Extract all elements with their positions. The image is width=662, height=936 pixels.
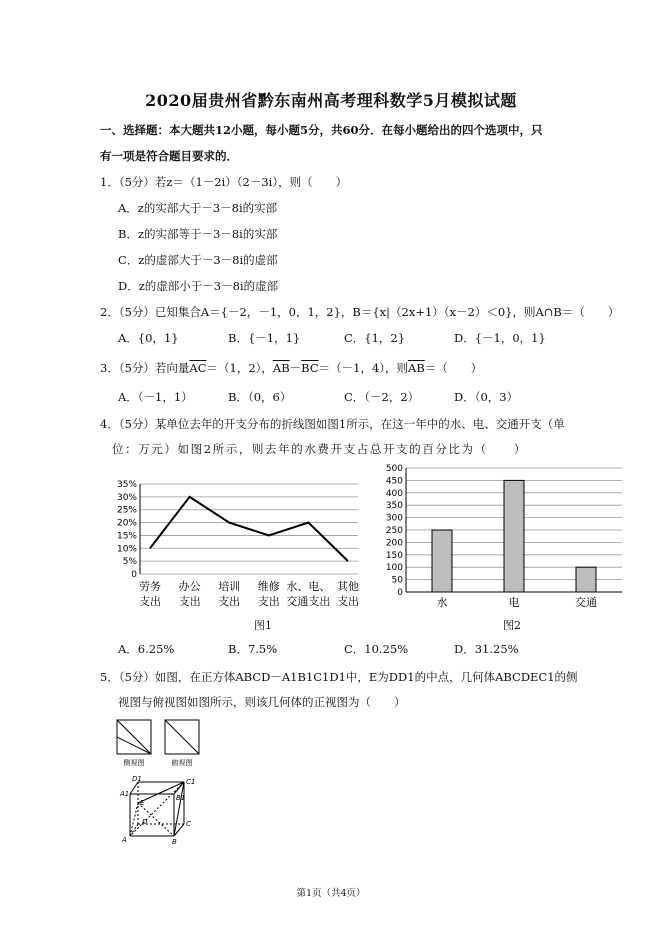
q5-stem-line1: 5．（5分）如图，在正方体ABCD－A1B1C1D1中，E为DD1的中点，几何体ABCDEC1的侧 — [100, 670, 578, 684]
q3-stem-post: ＝（ ） — [424, 361, 483, 375]
x-category-label: 交通支出 — [286, 595, 331, 608]
y-tick-label: 35% — [116, 480, 137, 490]
q4-stem-line2: 位：万元）如图2所示，则去年的水费开支占总开支的百分比为（ ） — [112, 442, 528, 456]
q2-option-d: D．{－1，0，1} — [454, 331, 546, 345]
side-view-label: 侧视图 — [123, 759, 145, 767]
side-view-diagonal — [117, 720, 151, 754]
top-view-diagonal — [165, 720, 199, 754]
q2-option-c: C．{1，2} — [344, 331, 406, 345]
bar — [576, 567, 596, 592]
bar — [432, 530, 452, 592]
y-tick-label: 25% — [116, 505, 137, 516]
y-tick-label: 350 — [385, 501, 403, 512]
q4-option-c: C．10.25% — [344, 642, 409, 656]
y-tick-label: 400 — [385, 488, 403, 499]
q2-stem: 2．（5分）已知集合A＝{－2，－1，0，1，2}，B＝{x|（2x+1）（x－2）＜0}，则A∩B＝（ ） — [100, 305, 620, 319]
y-tick-label: 500 — [385, 464, 403, 474]
q3-stem-mid1: ＝（1，2）， — [206, 361, 273, 375]
x-category-label: 支出 — [257, 595, 280, 608]
y-tick-label: 50 — [391, 575, 403, 586]
q1-option-a: A．z的实部大于－3－8i的实部 — [118, 201, 278, 215]
vector-ab-answer: $\overline{AB}$ — [408, 361, 425, 375]
x-category-label: 其他 — [337, 580, 359, 593]
label-c: C — [186, 820, 191, 828]
q1-stem: 1．（5分）若z＝（1－2i）（2－3i），则（ ） — [100, 175, 348, 189]
x-category-label: 水 — [436, 596, 448, 609]
label-d1: D1 — [132, 776, 142, 783]
label-a1: A1 — [120, 790, 130, 798]
x-category-label: 交通 — [575, 596, 597, 609]
y-tick-label: 0 — [131, 570, 137, 580]
q2-option-a: A．{0，1} — [118, 331, 179, 345]
x-category-label: 电 — [508, 596, 520, 609]
y-tick-label: 20% — [116, 518, 137, 529]
x-category-label: 维修 — [257, 580, 280, 593]
q2-option-b: B．{－1，1} — [228, 331, 301, 345]
label-c1: C1 — [186, 778, 196, 786]
x-category-label: 办公 — [178, 580, 201, 593]
y-tick-label: 10% — [116, 544, 137, 555]
x-category-label: 劳务 — [139, 580, 161, 593]
x-category-label: 培训 — [218, 580, 241, 593]
page-title: 2020届贵州省黔东南州高考理科数学5月模拟试题 — [145, 91, 517, 110]
section-instructions-line2: 有一项是符合题目要求的． — [100, 149, 238, 163]
q3-option-b: B．（0，6） — [228, 390, 292, 404]
top-view-label: 俯视图 — [171, 759, 193, 767]
q1-option-b: B．z的实部等于－3－8i的实部 — [118, 227, 278, 241]
x-category-label: 水、电、 — [286, 580, 331, 593]
label-a: A — [122, 836, 127, 844]
label-d: D — [142, 818, 148, 826]
label-b1: B1 — [176, 794, 186, 802]
y-tick-label: 250 — [385, 526, 403, 536]
x-category-label: 支出 — [178, 595, 201, 608]
y-tick-label: 0 — [397, 588, 403, 598]
three-view-drawings — [116, 718, 206, 770]
vector-ab: $\overline{AB}$ — [272, 361, 290, 375]
y-tick-label: 30% — [116, 492, 137, 503]
x-category-label: 支出 — [218, 595, 241, 608]
vector-ac: $\overline{AC}$ — [189, 361, 207, 375]
q4-option-d: D．31.25% — [454, 642, 519, 656]
cube-figure — [118, 776, 198, 846]
q4-stem-line1: 4．（5分）某单位去年的开支分布的折线图如图1所示，在这一年中的水、电、交通开支（单 — [100, 417, 565, 431]
x-category-label: 支出 — [139, 595, 161, 608]
vector-bc: $\overline{BC}$ — [301, 361, 319, 375]
page-footer: 第1页（共4页） — [296, 888, 366, 899]
figure2-label: 图2 — [503, 619, 521, 632]
q3-option-d: D．（0，3） — [454, 390, 519, 404]
y-tick-label: 200 — [385, 538, 403, 549]
side-view-diagonal2 — [117, 737, 151, 754]
x-category-label: 支出 — [337, 595, 359, 608]
q3-option-c: C．（－2，2） — [344, 390, 420, 404]
q1-option-d: D．z的虚部小于－3－8i的虚部 — [118, 279, 279, 293]
y-tick-label: 15% — [116, 531, 137, 542]
q3-minus: － — [289, 361, 302, 375]
q4-option-b: B．7.5% — [228, 642, 278, 656]
y-tick-label: 300 — [385, 513, 403, 524]
figure1-line-chart — [108, 470, 370, 612]
q5-stem-line2: 视图与俯视图如图所示，则该几何体的正视图为（ ） — [118, 695, 406, 709]
y-tick-label: 100 — [385, 563, 403, 574]
q3-stem — [100, 360, 482, 376]
y-tick-label: 5% — [122, 557, 137, 568]
section-instructions-line1: 一、选择题：本大题共12小题，每小题5分，共60分．在每小题给出的四个选项中，只 — [100, 123, 543, 137]
q4-option-a: A．6.25% — [118, 642, 175, 656]
figure1-label: 图1 — [254, 619, 272, 632]
figure2-bar-chart — [378, 462, 626, 612]
q3-option-a: A．（－1，1） — [118, 390, 193, 404]
y-tick-label: 150 — [385, 550, 403, 561]
line-series — [150, 497, 348, 561]
label-b: B — [172, 838, 177, 846]
q1-option-c: C．z的虚部大于－3－8i的虚部 — [118, 253, 278, 267]
q3-stem-pre: 3．（5分）若向量 — [100, 361, 190, 375]
y-tick-label: 450 — [385, 476, 403, 487]
q3-stem-mid2: ＝（－1，4），则 — [318, 361, 409, 375]
bar — [504, 480, 524, 592]
label-e: E — [140, 799, 145, 807]
